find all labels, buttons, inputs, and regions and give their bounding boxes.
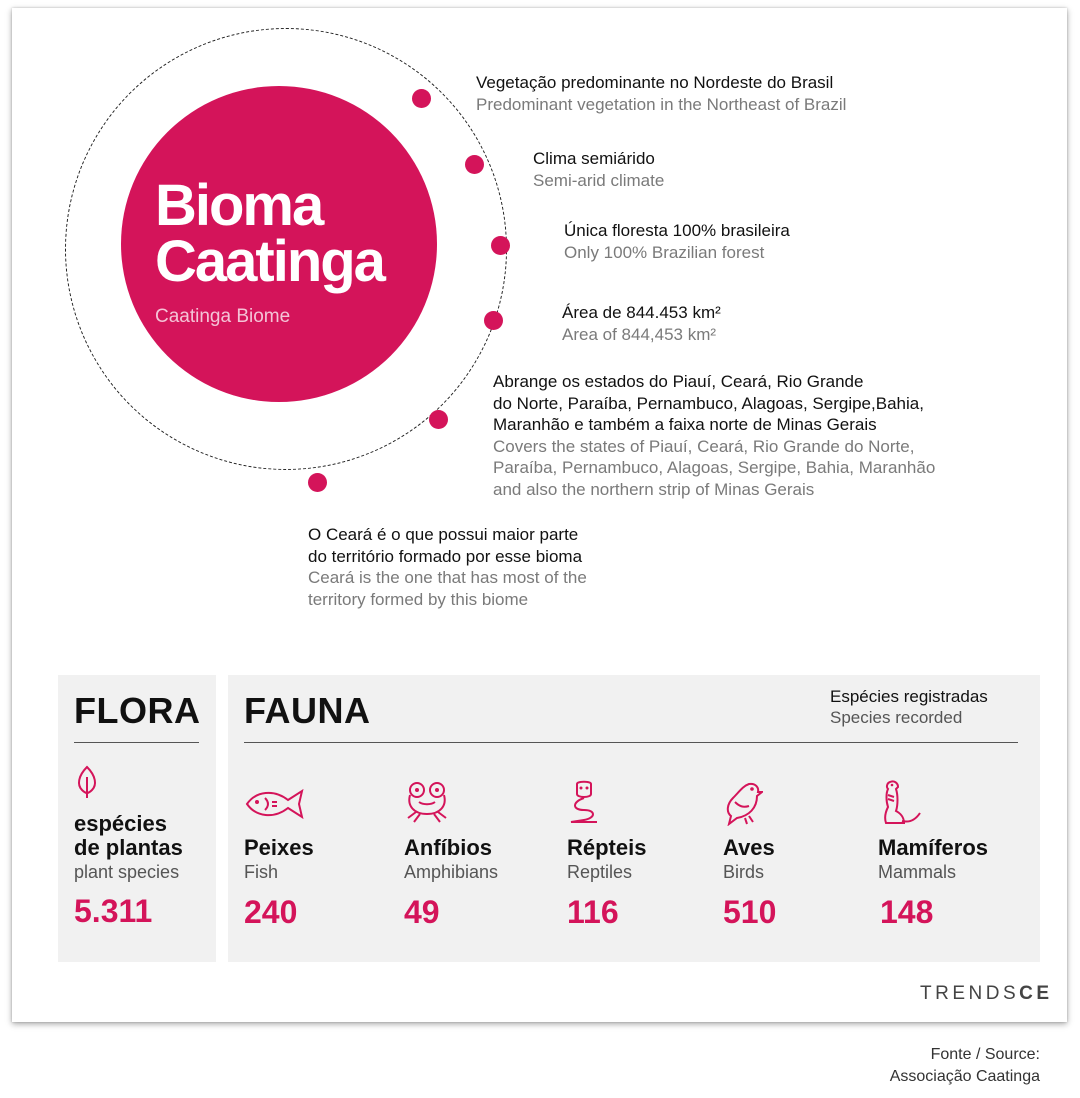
leaf-icon — [74, 765, 100, 804]
snake-icon — [567, 780, 601, 831]
page-title — [155, 173, 384, 294]
fact-text-pt: do Norte, Paraíba, Pernambuco, Alagoas, Sergipe,Bahia, — [493, 393, 924, 413]
title-line-1: Bioma — [155, 173, 323, 238]
flora-label-pt: espécies — [74, 811, 167, 836]
fact-2 — [533, 148, 664, 191]
fauna-group-birds — [723, 836, 775, 884]
source-label: Fonte / Source: — [930, 1046, 1040, 1063]
page-subtitle: Caatinga Biome — [155, 306, 291, 327]
recorded-en: Species recorded — [830, 708, 963, 727]
fauna-group-reptiles — [567, 836, 646, 884]
fact-marker-dot — [429, 410, 448, 429]
fact-text-pt: O Ceará é o que possui maior parte — [308, 525, 579, 544]
flora-heading: FLORA — [74, 690, 201, 731]
group-label-en: Birds — [723, 862, 765, 882]
fact-text-pt: Clima semiárido — [533, 149, 655, 168]
fauna-group-mammals — [878, 836, 988, 884]
fauna-heading: FAUNA — [244, 690, 371, 731]
fact-text-pt: Abrange os estados do Piauí, Ceará, Rio Grande — [493, 372, 864, 391]
brand-logo-part1: TRENDS — [920, 983, 1020, 1004]
flora-label-pt: de plantas — [74, 835, 183, 860]
source-name: Associação Caatinga — [889, 1068, 1040, 1085]
group-label-pt: Répteis — [567, 835, 647, 860]
fact-text-pt: Maranhão e também a faixa norte de Minas Gerais — [493, 415, 877, 434]
fact-marker-dot — [308, 473, 327, 492]
flora-label-en: plant species — [74, 862, 180, 882]
fauna-group-amphibians — [404, 836, 498, 884]
fact-text-en: Only 100% Brazilian forest — [564, 242, 765, 262]
fact-text-en: Covers the states of Piauí, Ceará, Rio Grande do Norte, — [493, 436, 915, 456]
fact-text-en: territory formed by this biome — [308, 589, 529, 609]
species-recorded-note — [830, 686, 988, 728]
group-label-en: Reptiles — [567, 862, 633, 882]
fact-text-pt: Vegetação predominante no Nordeste do Brasil — [476, 73, 834, 92]
group-label-en: Mammals — [878, 862, 957, 882]
fact-text-pt: do território formado por esse bioma — [308, 546, 583, 566]
fact-marker-dot — [484, 311, 503, 330]
flora-label — [74, 812, 183, 884]
amphibians-count: 49 — [404, 894, 440, 930]
group-label-en: Fish — [244, 862, 279, 882]
fact-marker-dot — [412, 89, 431, 108]
fact-marker-dot — [465, 155, 484, 174]
fact-text-en: Predominant vegetation in the Northeast of Brazil — [476, 94, 847, 114]
flora-value: 5.311 — [74, 893, 153, 929]
group-label-pt: Aves — [723, 835, 775, 860]
recorded-pt: Espécies registradas — [830, 687, 988, 706]
fact-4 — [562, 302, 721, 345]
group-label-en: Amphibians — [404, 862, 499, 882]
fish-count: 240 — [244, 894, 298, 930]
fact-1 — [476, 72, 846, 115]
frog-icon — [404, 780, 450, 829]
fact-text-en: Semi-arid climate — [533, 170, 665, 190]
meerkat-icon — [880, 779, 922, 832]
bird-icon — [723, 780, 763, 831]
fact-text-en: and also the northern strip of Minas Gerais — [493, 479, 815, 499]
title-line-2: Caatinga — [155, 229, 384, 294]
fact-text-pt: Área de 844.453 km² — [562, 303, 721, 322]
fact-5 — [493, 371, 935, 500]
fact-text-en: Ceará is the one that has most of the — [308, 568, 587, 587]
group-label-pt: Mamíferos — [878, 835, 989, 860]
fish-icon — [244, 786, 306, 827]
fact-text-en: Paraíba, Pernambuco, Alagoas, Sergipe, Bahia, Maranhão — [493, 458, 936, 477]
fact-text-pt: Única floresta 100% brasileira — [564, 221, 790, 240]
reptiles-count: 116 — [567, 894, 619, 930]
fact-3 — [564, 220, 790, 263]
brand-logo — [920, 983, 1053, 1005]
fact-marker-dot — [491, 236, 510, 255]
group-label-pt: Anfíbios — [404, 835, 492, 860]
fact-text-en: Area of 844,453 km² — [562, 324, 717, 344]
birds-count: 510 — [723, 894, 777, 930]
group-label-pt: Peixes — [244, 835, 314, 860]
fauna-group-fish — [244, 836, 314, 884]
brand-logo-part2: CE — [1019, 983, 1053, 1004]
source-credit — [890, 1044, 1040, 1088]
fact-6 — [308, 524, 587, 610]
fauna-divider — [244, 742, 1018, 743]
flora-divider — [74, 742, 199, 743]
mammals-count: 148 — [880, 894, 934, 930]
